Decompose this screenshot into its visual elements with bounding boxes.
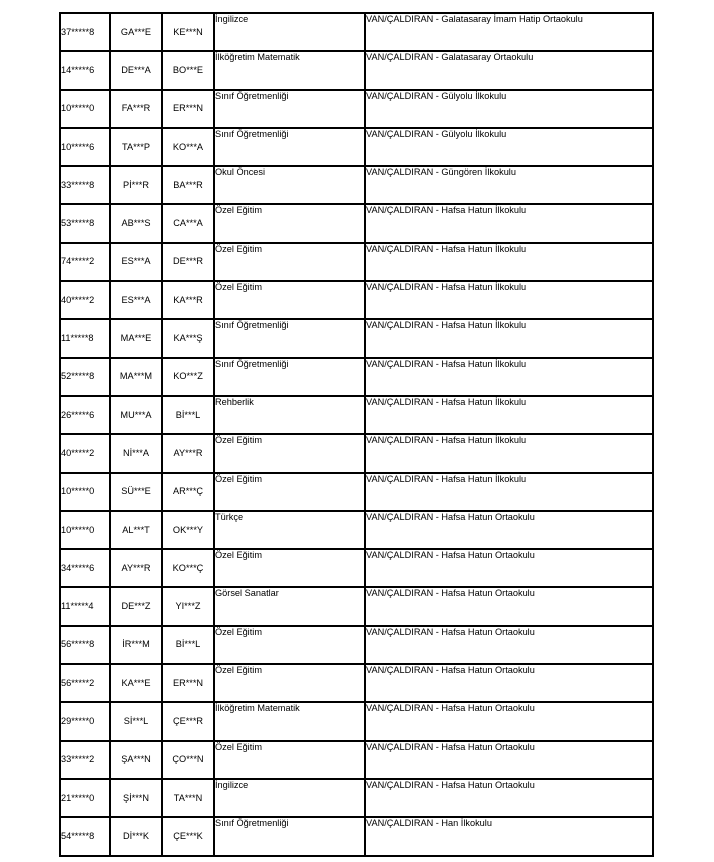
school-cell: VAN/ÇALDIRAN - Hafsa Hatun İlkokulu	[366, 435, 654, 473]
school-cell: VAN/ÇALDIRAN - Hafsa Hatun İlkokulu	[366, 282, 654, 320]
branch-cell: Görsel Sanatlar	[215, 588, 366, 626]
branch-cell: Özel Eğitim	[215, 742, 366, 780]
first-name-cell: GA***E	[111, 14, 163, 52]
table-row	[61, 129, 654, 167]
first-name-cell: KA***E	[111, 665, 163, 703]
school-cell: VAN/ÇALDIRAN - Hafsa Hatun Ortaokulu	[366, 512, 654, 550]
first-name-cell: İR***M	[111, 627, 163, 665]
last-name-cell: ER***N	[163, 665, 215, 703]
first-name-cell: AB***S	[111, 205, 163, 243]
id-cell: 74*****2	[61, 244, 111, 282]
first-name-cell: Sİ***L	[111, 703, 163, 741]
branch-cell: Sınıf Öğretmenliği	[215, 320, 366, 358]
table-row	[61, 397, 654, 435]
table-row	[61, 512, 654, 550]
school-cell: VAN/ÇALDIRAN - Hafsa Hatun Ortaokulu	[366, 588, 654, 626]
branch-cell: Özel Eğitim	[215, 205, 366, 243]
school-cell: VAN/ÇALDIRAN - Hafsa Hatun Ortaokulu	[366, 550, 654, 588]
table-row	[61, 665, 654, 703]
id-cell: 37*****8	[61, 14, 111, 52]
table-row	[61, 320, 654, 358]
table-row	[61, 359, 654, 397]
last-name-cell: ÇO***N	[163, 742, 215, 780]
last-name-cell: BO***E	[163, 52, 215, 90]
id-cell: 40*****2	[61, 435, 111, 473]
school-cell: VAN/ÇALDIRAN - Hafsa Hatun İlkokulu	[366, 205, 654, 243]
id-cell: 54*****8	[61, 818, 111, 856]
first-name-cell: Pİ***R	[111, 167, 163, 205]
first-name-cell: FA***R	[111, 91, 163, 129]
table-row	[61, 435, 654, 473]
table-row	[61, 742, 654, 780]
branch-cell: İngilizce	[215, 14, 366, 52]
last-name-cell: TA***N	[163, 780, 215, 818]
school-cell: VAN/ÇALDIRAN - Gülyolu İlkokulu	[366, 129, 654, 167]
first-name-cell: SÜ***E	[111, 474, 163, 512]
last-name-cell: DE***R	[163, 244, 215, 282]
table-row	[61, 167, 654, 205]
id-cell: 10*****0	[61, 474, 111, 512]
branch-cell: Özel Eğitim	[215, 282, 366, 320]
school-cell: VAN/ÇALDIRAN - Hafsa Hatun Ortaokulu	[366, 703, 654, 741]
last-name-cell: AY***R	[163, 435, 215, 473]
first-name-cell: MU***A	[111, 397, 163, 435]
first-name-cell: DE***A	[111, 52, 163, 90]
branch-cell: Sınıf Öğretmenliği	[215, 129, 366, 167]
table-row	[61, 627, 654, 665]
last-name-cell: ÇE***R	[163, 703, 215, 741]
id-cell: 56*****2	[61, 665, 111, 703]
first-name-cell: MA***M	[111, 359, 163, 397]
last-name-cell: CA***A	[163, 205, 215, 243]
id-cell: 29*****0	[61, 703, 111, 741]
school-cell: VAN/ÇALDIRAN - Hafsa Hatun İlkokulu	[366, 320, 654, 358]
school-cell: VAN/ÇALDIRAN - Gülyolu İlkokulu	[366, 91, 654, 129]
first-name-cell: ŞA***N	[111, 742, 163, 780]
table-row	[61, 588, 654, 626]
branch-cell: Özel Eğitim	[215, 665, 366, 703]
id-cell: 14*****6	[61, 52, 111, 90]
id-cell: 26*****6	[61, 397, 111, 435]
last-name-cell: OK***Y	[163, 512, 215, 550]
school-cell: VAN/ÇALDIRAN - Güngören İlkokulu	[366, 167, 654, 205]
id-cell: 33*****2	[61, 742, 111, 780]
branch-cell: Özel Eğitim	[215, 474, 366, 512]
first-name-cell: AL***T	[111, 512, 163, 550]
school-cell: VAN/ÇALDIRAN - Hafsa Hatun Ortaokulu	[366, 780, 654, 818]
table-row	[61, 91, 654, 129]
table-row	[61, 550, 654, 588]
first-name-cell: MA***E	[111, 320, 163, 358]
last-name-cell: BA***R	[163, 167, 215, 205]
table-row	[61, 282, 654, 320]
table-body	[61, 14, 654, 857]
school-cell: VAN/ÇALDIRAN - Galatasaray İmam Hatip Ortaokulu	[366, 14, 654, 52]
school-cell: VAN/ÇALDIRAN - Hafsa Hatun Ortaokulu	[366, 665, 654, 703]
branch-cell: İlköğretim Matematik	[215, 52, 366, 90]
last-name-cell: KA***R	[163, 282, 215, 320]
last-name-cell: KO***A	[163, 129, 215, 167]
last-name-cell: Bİ***L	[163, 397, 215, 435]
branch-cell: Özel Eğitim	[215, 435, 366, 473]
id-cell: 52*****8	[61, 359, 111, 397]
last-name-cell: KO***Ç	[163, 550, 215, 588]
branch-cell: Okul Öncesi	[215, 167, 366, 205]
table-row	[61, 205, 654, 243]
branch-cell: Rehberlik	[215, 397, 366, 435]
school-cell: VAN/ÇALDIRAN - Han İlkokulu	[366, 818, 654, 856]
school-cell: VAN/ÇALDIRAN - Hafsa Hatun Ortaokulu	[366, 627, 654, 665]
table-row	[61, 818, 654, 856]
first-name-cell: AY***R	[111, 550, 163, 588]
branch-cell: Sınıf Öğretmenliği	[215, 818, 366, 856]
last-name-cell: ÇE***K	[163, 818, 215, 856]
first-name-cell: TA***P	[111, 129, 163, 167]
table-row	[61, 14, 654, 52]
id-cell: 10*****0	[61, 91, 111, 129]
branch-cell: İngilizce	[215, 780, 366, 818]
first-name-cell: Dİ***K	[111, 818, 163, 856]
first-name-cell: ES***A	[111, 244, 163, 282]
school-cell: VAN/ÇALDIRAN - Galatasaray Ortaokulu	[366, 52, 654, 90]
id-cell: 11*****8	[61, 320, 111, 358]
id-cell: 56*****8	[61, 627, 111, 665]
last-name-cell: KE***N	[163, 14, 215, 52]
last-name-cell: ER***N	[163, 91, 215, 129]
first-name-cell: ES***A	[111, 282, 163, 320]
id-cell: 21*****0	[61, 780, 111, 818]
id-cell: 10*****0	[61, 512, 111, 550]
table-row	[61, 244, 654, 282]
school-cell: VAN/ÇALDIRAN - Hafsa Hatun İlkokulu	[366, 397, 654, 435]
branch-cell: Sınıf Öğretmenliği	[215, 91, 366, 129]
last-name-cell: Bİ***L	[163, 627, 215, 665]
school-cell: VAN/ÇALDIRAN - Hafsa Hatun İlkokulu	[366, 244, 654, 282]
id-cell: 33*****8	[61, 167, 111, 205]
branch-cell: İlköğretim Matematik	[215, 703, 366, 741]
branch-cell: Özel Eğitim	[215, 550, 366, 588]
table-row	[61, 474, 654, 512]
table-row	[61, 52, 654, 90]
table-row	[61, 780, 654, 818]
first-name-cell: Şİ***N	[111, 780, 163, 818]
id-cell: 34*****6	[61, 550, 111, 588]
first-name-cell: Nİ***A	[111, 435, 163, 473]
branch-cell: Sınıf Öğretmenliği	[215, 359, 366, 397]
table-row	[61, 703, 654, 741]
school-cell: VAN/ÇALDIRAN - Hafsa Hatun Ortaokulu	[366, 742, 654, 780]
last-name-cell: YI***Z	[163, 588, 215, 626]
branch-cell: Türkçe	[215, 512, 366, 550]
id-cell: 53*****8	[61, 205, 111, 243]
last-name-cell: KO***Z	[163, 359, 215, 397]
school-cell: VAN/ÇALDIRAN - Hafsa Hatun İlkokulu	[366, 474, 654, 512]
last-name-cell: KA***Ş	[163, 320, 215, 358]
assignment-table	[59, 12, 654, 857]
id-cell: 11*****4	[61, 588, 111, 626]
first-name-cell: DE***Z	[111, 588, 163, 626]
branch-cell: Özel Eğitim	[215, 244, 366, 282]
school-cell: VAN/ÇALDIRAN - Hafsa Hatun İlkokulu	[366, 359, 654, 397]
id-cell: 40*****2	[61, 282, 111, 320]
branch-cell: Özel Eğitim	[215, 627, 366, 665]
id-cell: 10*****6	[61, 129, 111, 167]
last-name-cell: AR***Ç	[163, 474, 215, 512]
